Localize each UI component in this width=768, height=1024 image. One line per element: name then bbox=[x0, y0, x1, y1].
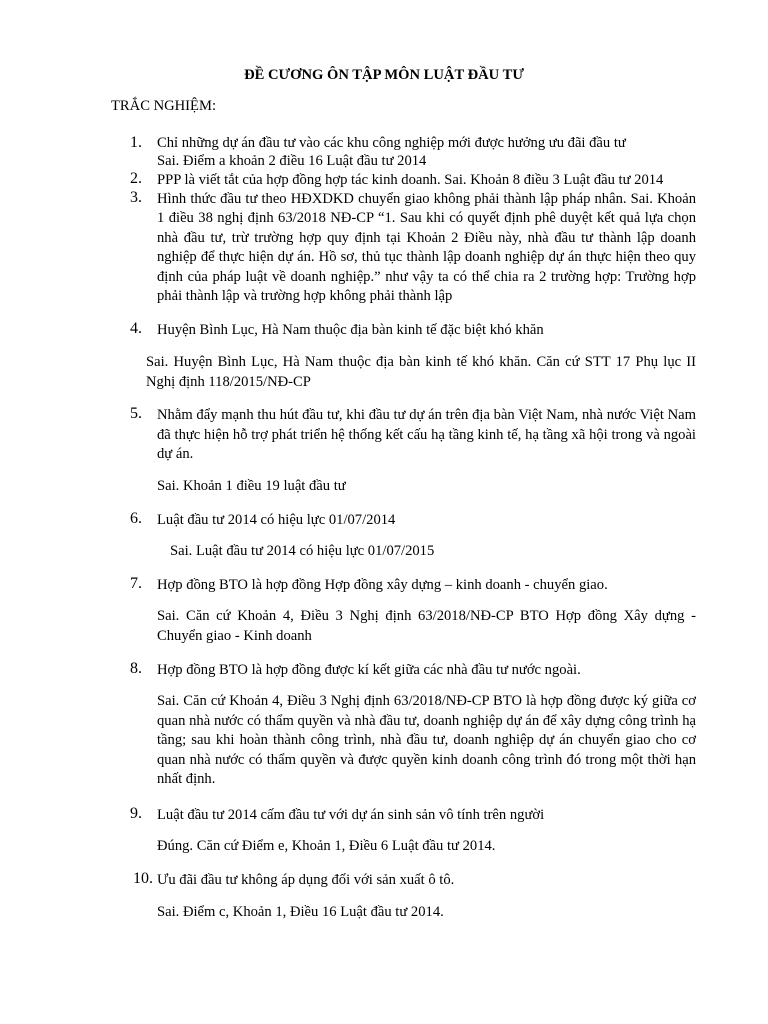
item-answer: Sai. Điểm c, Khoản 1, Điều 16 Luật đầu tư 2014. bbox=[157, 904, 444, 920]
item-number: 9. bbox=[130, 805, 142, 822]
document-title: ĐỀ CƯƠNG ÔN TẬP MÔN LUẬT ĐẦU TƯ bbox=[244, 67, 524, 83]
item-number: 6. bbox=[130, 510, 142, 527]
item-question: Hợp đồng BTO là hợp đồng được kí kết giữa các nhà đầu tư nước ngoài. bbox=[157, 662, 581, 678]
section-heading: TRẮC NGHIỆM: bbox=[111, 98, 216, 114]
item-number: 3. bbox=[130, 189, 142, 206]
item-answer: Sai. Căn cứ Khoản 4, Điều 3 Nghị định 63/2018/NĐ-CP BTO là hợp đồng được ký giữa cơ quan nhà nước có thẩm quyền và nhà đầu tư, doanh nghiệp dự án để xây dựng công trình hạ tầng; sau khi hoàn thành công trình, nhà đầu tư, doanh nghiệp dự án chuyển giao cho cơ quan nhà nước có thẩm quyền và được quyền kinh doanh công trình đó trong một thời hạn nhất định. bbox=[157, 693, 696, 787]
item-question: PPP là viết tắt của hợp đồng hợp tác kinh doanh. Sai. Khoản 8 điều 3 Luật đầu tư 2014 bbox=[157, 172, 664, 188]
item-question: Luật đầu tư 2014 cấm đầu tư với dự án sinh sản vô tính trên người bbox=[157, 807, 545, 823]
item-question: Hợp đồng BTO là hợp đồng Hợp đồng xây dựng – kinh doanh - chuyển giao. bbox=[157, 577, 608, 593]
item-answer: Sai. Huyện Bình Lục, Hà Nam thuộc địa bàn kinh tế khó khăn. Căn cứ STT 17 Phụ lục II Nghị định 118/2015/NĐ-CP bbox=[146, 354, 696, 390]
item-number: 8. bbox=[130, 660, 142, 677]
item-question: Luật đầu tư 2014 có hiệu lực 01/07/2014 bbox=[157, 512, 396, 528]
item-number: 5. bbox=[130, 405, 142, 422]
item-number: 10. bbox=[133, 870, 153, 887]
item-question: Chỉ những dự án đầu tư vào các khu công nghiệp mới được hưởng ưu đãi đầu tư bbox=[157, 135, 626, 151]
item-question: Nhằm đẩy mạnh thu hút đầu tư, khi đầu tư dự án trên địa bàn Việt Nam, nhà nước Việt Nam đã thực hiện hỗ trợ phát triển hệ thống kết cấu hạ tầng kinh tế, hạ tầng xã hội trong và ngoài dự án. bbox=[157, 407, 696, 462]
item-number: 7. bbox=[130, 575, 142, 592]
item-number: 2. bbox=[130, 170, 142, 187]
item-question: Hình thức đầu tư theo HĐXDKD chuyển giao không phải thành lập pháp nhân. Sai. Khoản 1 điều 38 nghị định 63/2018 NĐ-CP “1. Sau khi có quyết định phê duyệt kết quả lựa chọn nhà đầu tư, trừ trường hợp quy định tại Khoản 2 Điều này, nhà đầu tư thành lập doanh nghiệp để thực hiện dự án. Hồ sơ, thủ tục thành lập doanh nghiệp dự án thực hiện theo quy định của pháp luật về doanh nghiệp.” như vậy ta có thể chia ra 2 trường hợp: Trường hợp phải thành lập và trường hợp không phải thành lập bbox=[157, 191, 696, 305]
item-number: 4. bbox=[130, 320, 142, 337]
item-answer: Sai. Luật đầu tư 2014 có hiệu lực 01/07/2015 bbox=[170, 543, 435, 559]
item-answer: Sai. Điểm a khoản 2 điều 16 Luật đầu tư 2014 bbox=[157, 153, 427, 169]
item-answer: Sai. Căn cứ Khoản 4, Điều 3 Nghị định 63/2018/NĐ-CP BTO Hợp đồng Xây dựng - Chuyển giao - Kinh doanh bbox=[157, 608, 696, 644]
item-answer: Sai. Khoản 1 điều 19 luật đầu tư bbox=[157, 478, 346, 494]
item-answer: Đúng. Căn cứ Điểm e, Khoản 1, Điều 6 Luật đầu tư 2014. bbox=[157, 838, 496, 854]
item-question: Huyện Bình Lục, Hà Nam thuộc địa bàn kinh tế đặc biệt khó khăn bbox=[157, 322, 544, 338]
item-number: 1. bbox=[130, 134, 142, 151]
item-question: Ưu đãi đầu tư không áp dụng đối với sản xuất ô tô. bbox=[157, 872, 455, 888]
